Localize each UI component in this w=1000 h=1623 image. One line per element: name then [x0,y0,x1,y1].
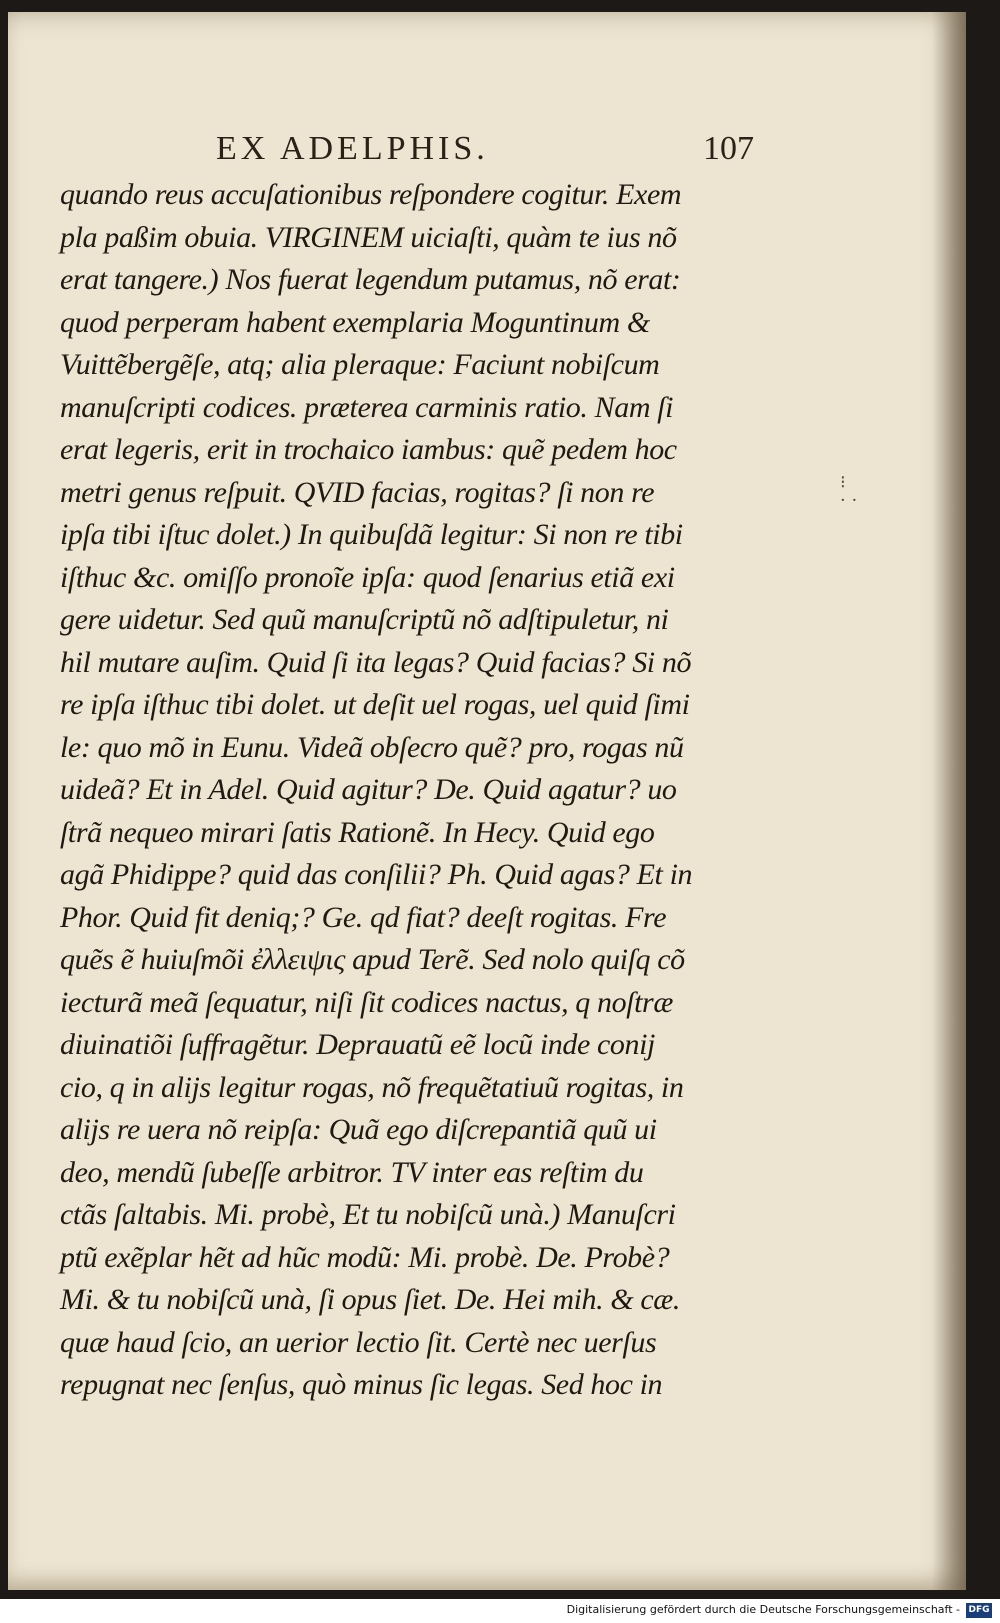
dfg-logo: DFG [966,1603,992,1618]
text-line: le: quo mõ in Eunu. Videã obſecro quẽ? pro, rogas nũ [60,730,684,764]
text-line: ctãs ſaltabis. Mi. probè, Et tu nobiſcũ unà.) Manuſcri [60,1198,676,1231]
text-line: quando reus accuſationibus reſpondere cogitur. Exem [60,178,682,211]
text-line: uideã? Et in Adel. Quid agitur? De. Quid agatur? uo [60,773,677,806]
text-line: Vuittẽbergẽſe, atq; alia pleraque: Faciunt nobiſcum [60,348,660,381]
text-line: cio, q in alijs legitur rogas, nõ frequẽtatiuũ rogitas, in [60,1070,684,1104]
text-line: ptũ exẽplar hẽt ad hũc modũ: Mi. probè. De. Probè? [60,1240,670,1274]
text-line: Mi. & tu nobiſcũ unà, ſi opus ſiet. De. Hei mih. & cæ. [60,1283,681,1316]
page-number: 107 [703,130,754,167]
footer-bar [0,1599,1000,1623]
text-line: erat legeris, erit in trochaico iambus: quẽ pedem hoc [60,433,677,466]
text-line: repugnat nec ſenſus, quò minus ſic legas. Sed hoc in [60,1368,663,1401]
text-line: metri genus reſpuit. QVID facias, rogitas? ſi non re [60,475,655,509]
text-line: diuinatiõi ſuffragẽtur. Deprauatũ eẽ locũ inde conij [60,1028,655,1061]
text-line: Phor. Quid fit deniq;? Ge. qd fiat? deeſt rogitas. Fre [60,900,667,934]
text-line: quẽs ẽ huiuſmõi ἐλλειψις apud Terẽ. Sed nolo quiſq cõ [60,943,685,976]
text-line: manuſcripti codices. præterea carminis ratio. Nam ſi [60,390,674,424]
page-header [68,130,754,174]
text-line: deo, mendũ ſubeſſe arbitror. TV inter eas reſtim du [60,1155,644,1189]
text-line: agã Phidippe? quid das conſilii? Ph. Quid agas? Et in [60,858,693,891]
text-line: iſthuc &c. omiſſo pronoĩe ipſa: quod ſenarius etiã exi [60,560,675,594]
text-line: iecturã meã ſequatur, niſi ſit codices nactus, q noſtræ [60,985,673,1019]
body-text [60,174,760,1407]
text-line: erat tangere.) Nos fuerat legendum putamus, nõ erat: [60,263,681,296]
text-line: hil mutare auſim. Quid ſi ita legas? Quid facias? Si nõ [60,645,692,679]
text-line: alijs re uera nõ reipſa: Quã ego diſcrepantiã quũ ui [60,1113,657,1146]
book-page [8,12,966,1590]
text-line: quæ haud ſcio, an uerior lectio ſit. Certè nec uerſus [60,1325,657,1359]
page-gutter-shadow [932,12,966,1590]
footer-credit: Digitalisierung gefördert durch die Deutsche Forschungsgemeinschaft - [566,1603,960,1616]
text-line: gere uidetur. Sed quũ manuſcriptũ nõ adſtipuletur, ni [60,603,669,636]
text-line: pla paßim obuia. VIRGINEM uiciaſti, quàm te ius nõ [60,220,677,254]
text-line: ſtrã nequeo mirari ſatis Rationẽ. In Hecy. Quid ego [60,815,655,849]
text-line: re ipſa iſthuc tibi dolet. ut deſit uel rogas, uel quid ſimi [60,688,690,721]
margin-marks: ⁝ · · [840,472,858,511]
running-head: EX ADELPHIS. [216,130,489,167]
text-line: ipſa tibi iſtuc dolet.) In quibuſdã legitur: Si non re tibi [60,518,683,551]
text-line: quod perperam habent exemplaria Moguntinum & [60,305,650,339]
